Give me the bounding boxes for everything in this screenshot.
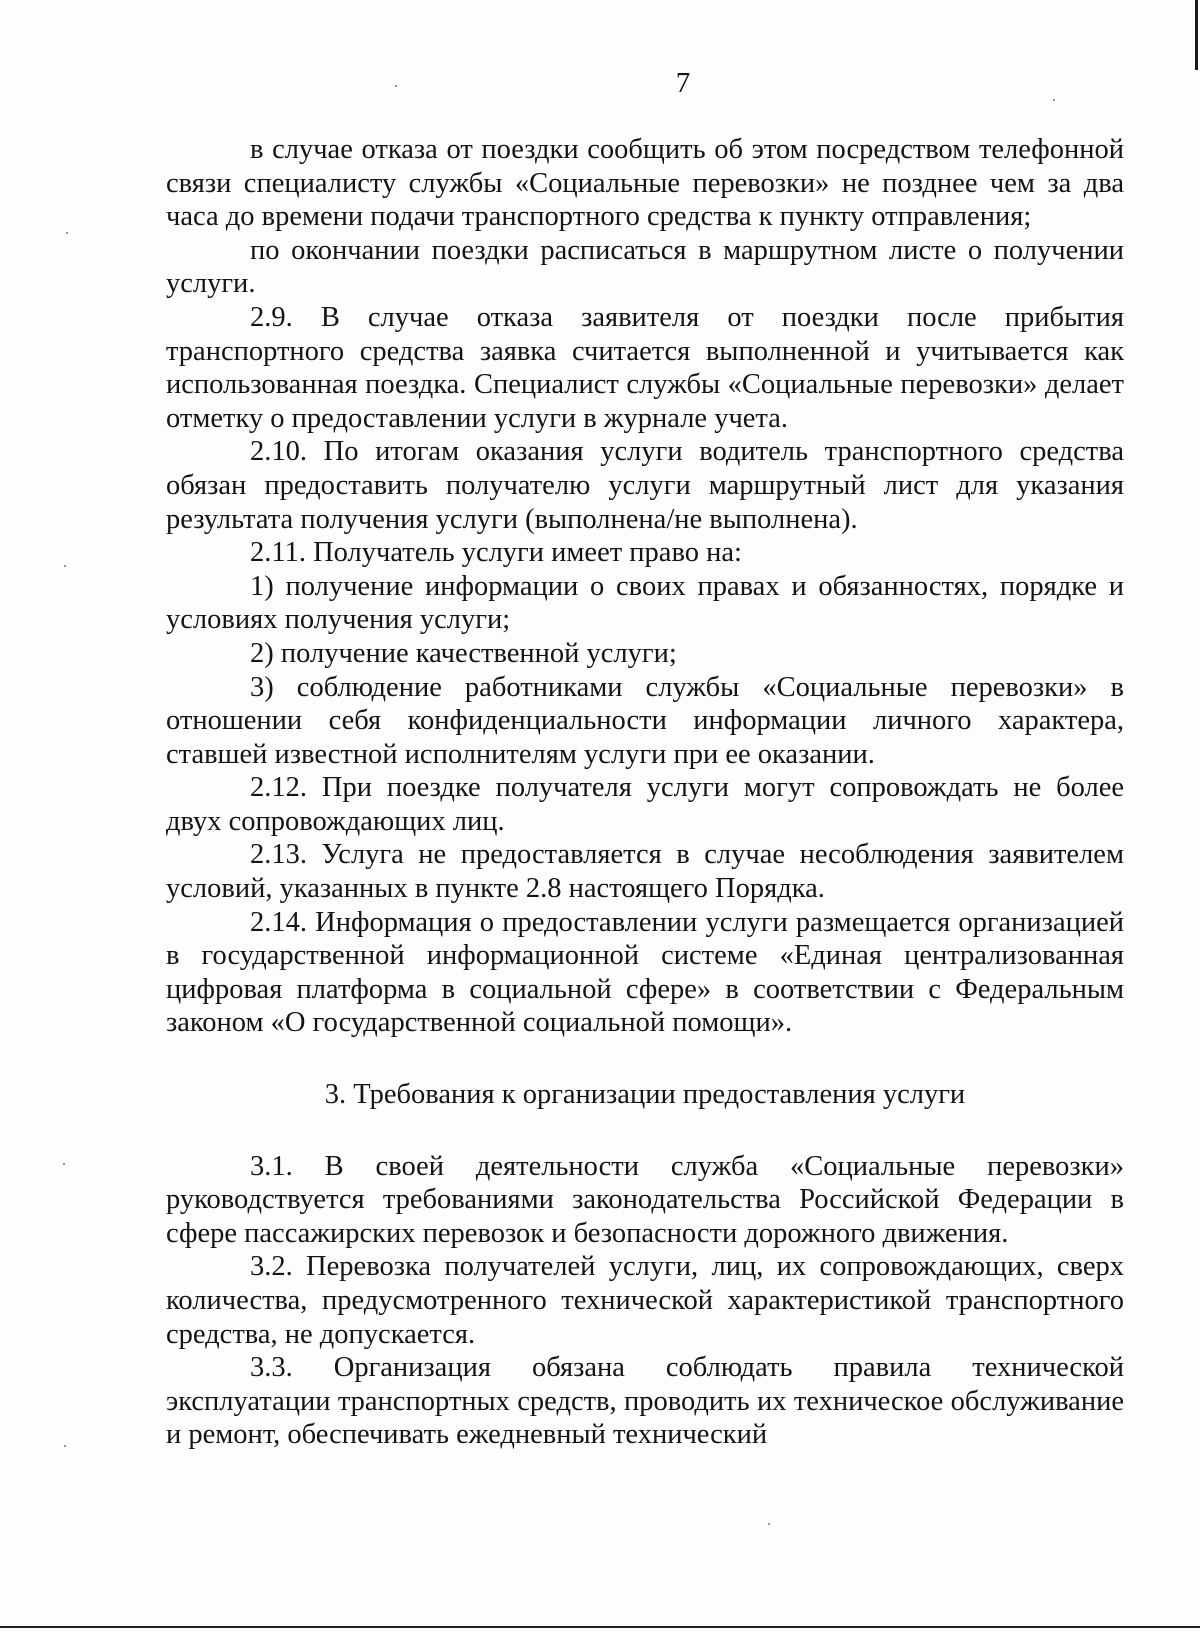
paragraph-refusal-notice: в случае отказа от поездки сообщить об этом посредством телефонной связи специалисту службы «Социальные перевозки» не позднее чем за два часа до времени подачи транспортного средства к пункту отправления; <box>166 134 1124 233</box>
paragraph-2-11-item-1: 1) получение информации о своих правах и обязанностях, порядке и условиях получения услуги; <box>166 570 1124 636</box>
paragraph-3-2: 3.2. Перевозка получателей услуги, лиц, их сопровождающих, сверх количества, предусмотренного технической характеристикой транспортного средства, не допускается. <box>166 1251 1124 1350</box>
scan-edge-right <box>1195 0 1198 70</box>
paragraph-2-11-item-2: 2) получение качественной услуги; <box>250 637 677 669</box>
paragraph-2-13: 2.13. Услуга не предоставляется в случае несоблюдения заявителем условий, указанных в пункте 2.8 настоящего Порядка. <box>166 839 1124 905</box>
scan-speck <box>63 1163 65 1165</box>
paragraph-2-14: 2.14. Информация о предоставлении услуги размещается организацией в государственной информационной системе «Единая централизованная цифровая платформа в социальной сфере» в соответствии с Федеральным законом «О государственной социальной помощи». <box>166 906 1124 1039</box>
paragraph-2-11-item-3: 3) соблюдение работниками службы «Социальные перевозки» в отношении себя конфиденциальности информации личного характера, ставшей известной исполнителям услуги при ее оказании. <box>166 671 1124 770</box>
section-heading: 3. Требования к организации предоставления услуги <box>324 1079 966 1111</box>
document-body <box>166 133 1124 1452</box>
paragraph-route-sheet-sign: по окончании поездки расписаться в маршрутном листе о получении услуги. <box>166 234 1124 300</box>
scan-speck <box>64 565 66 567</box>
paragraph-2-11: 2.11. Получатель услуги имеет право на: <box>250 537 742 569</box>
scan-speck <box>64 1445 66 1447</box>
scan-speck <box>768 1523 770 1525</box>
scan-speck <box>395 85 397 87</box>
paragraph-2-12: 2.12. При поездке получателя услуги могут сопровождать не более двух сопровождающих лиц. <box>166 772 1124 837</box>
page-number: 7 <box>675 67 691 99</box>
paragraph-2-9: 2.9. В случае отказа заявителя от поездки после прибытия транспортного средства заявка считается выполненной и учитывается как использованная поездка. Специалист службы «Социальные перевозки» делает отметку о предоставлении услуги в журнале учета. <box>166 301 1124 434</box>
paragraph-3-3: 3.3. Организация обязана соблюдать правила технической эксплуатации транспортных средств, проводить их техническое обслуживание и ремонт, обеспечивать ежедневный технический <box>166 1352 1124 1451</box>
scan-speck <box>66 232 68 234</box>
paragraph-3-1: 3.1. В своей деятельности служба «Социальные перевозки» руководствуется требованиями законодательства Российской Федерации в сфере пассажирских перевозок и безопасности дорожного движения. <box>166 1150 1124 1249</box>
spacer <box>166 1040 1124 1078</box>
scan-speck <box>1053 99 1055 101</box>
scan-edge-bottom <box>0 1626 1200 1628</box>
paragraph-2-10: 2.10. По итогам оказания услуги водитель транспортного средства обязан предоставить получателю услуги маршрутный лист для указания результата получения услуги (выполнена/не выполнена). <box>166 436 1124 535</box>
spacer <box>166 1112 1124 1150</box>
